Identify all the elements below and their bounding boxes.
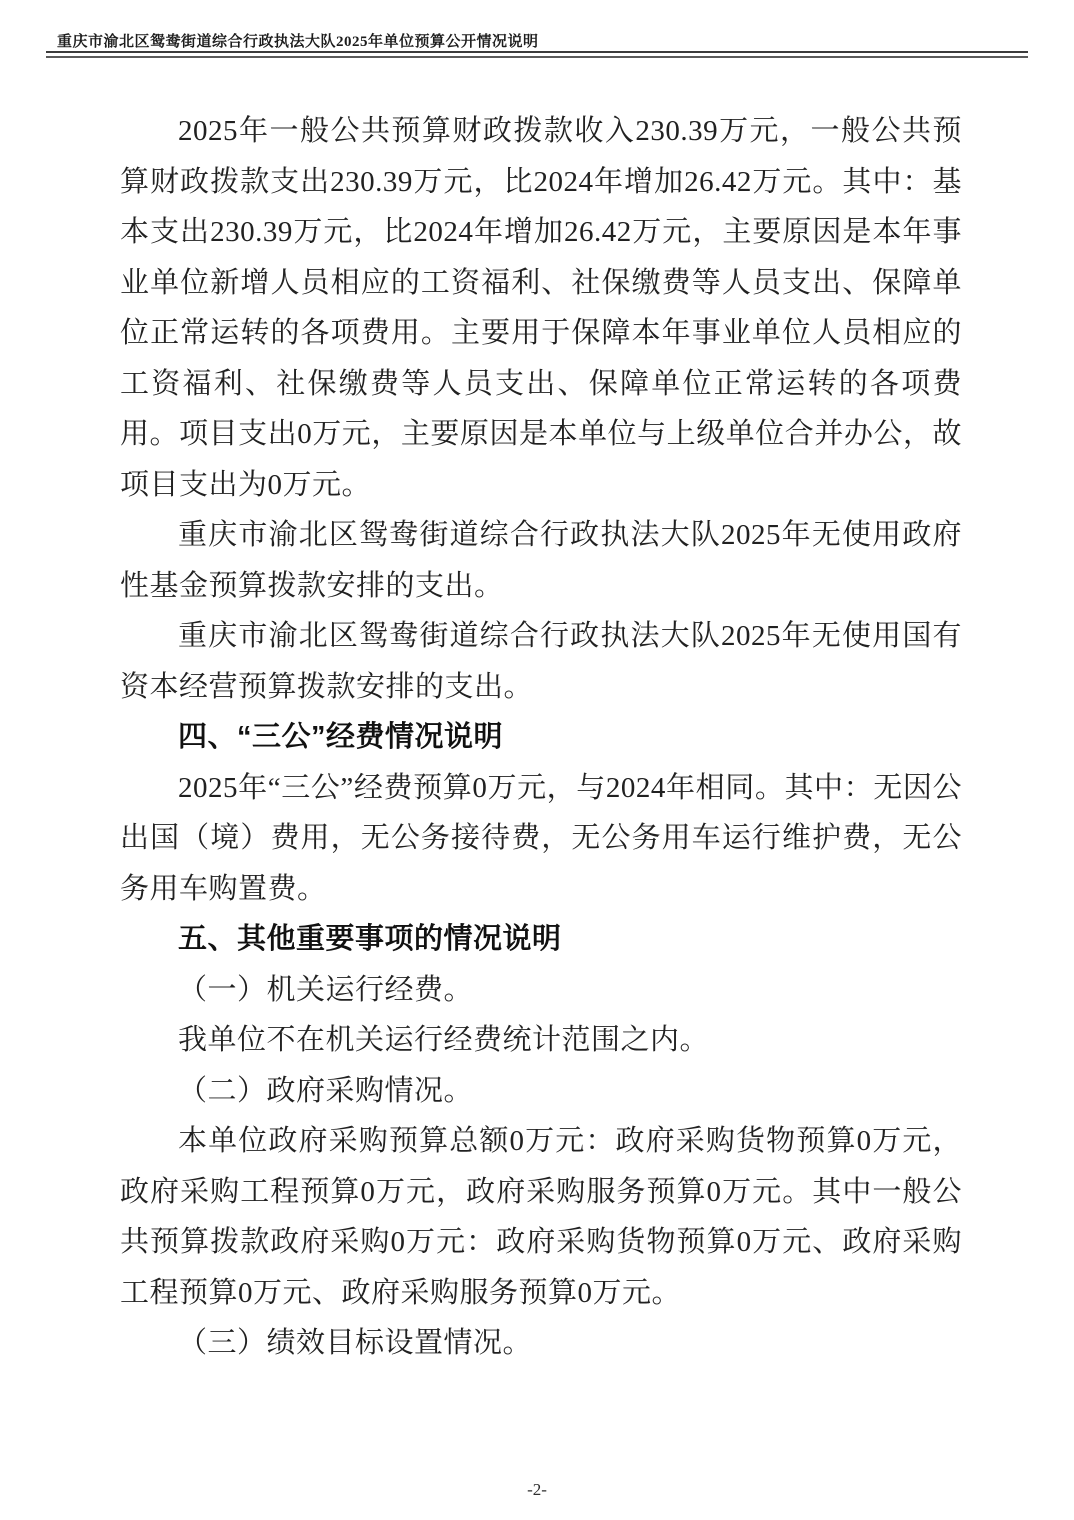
page-footer (0, 1480, 1074, 1500)
paragraph-agency-operating-funds: 我单位不在机关运行经费统计范围之内。 (178, 1024, 710, 1056)
header-title: 重庆市渝北区鸳鸯街道综合行政执法大队2025年单位预算公开情况说明 (57, 34, 539, 50)
page-header (57, 30, 1028, 51)
paragraph-three-public-expenses: 2025年“三公”经费预算0万元，与2024年相同。其中：无因公出国（境）费用，无公务接待费，无公务用车运行维护费，无公务用车购置费。 (120, 771, 962, 905)
subheading-performance-targets: （三）绩效目标设置情况。 (178, 1327, 533, 1359)
header-rule (46, 51, 1028, 58)
subheading-government-procurement: （二）政府采购情况。 (178, 1074, 474, 1107)
paragraph-budget-appropriation: 2025年一般公共预算财政拨款收入230.39万元，一般公共预算财政拨款支出230.39万元，比2024年增加26.42万元。其中：基本支出230.39万元，比2024年增加26.42万元，主要原因是本年事业单位新增人员相应的工资福利、社保缴费等人员支出、保障单位正常运转的各项费用。主要用于保障本年事业单位人员相应的工资福利、社保缴费等人员支出、保障单位正常运转的各项费用。项目支出0万元，主要原因是本单位与上级单位合并办公，故项目支出为0万元。 (120, 115, 962, 501)
paragraph-state-capital: 重庆市渝北区鸳鸯街道综合行政执法大队2025年无使用国有资本经营预算拨款安排的支出。 (120, 620, 962, 703)
section-heading-other-important-matters: 五、其他重要事项的情况说明 (178, 923, 562, 955)
paragraph-government-fund: 重庆市渝北区鸳鸯街道综合行政执法大队2025年无使用政府性基金预算拨款安排的支出。 (120, 519, 962, 602)
subheading-agency-operating-funds: （一）机关运行经费。 (178, 973, 474, 1006)
page-number: -2- (527, 1480, 547, 1499)
section-heading-three-public-expenses: 四、“三公”经费情况说明 (178, 721, 504, 753)
paragraph-government-procurement: 本单位政府采购预算总额0万元：政府采购货物预算0万元，政府采购工程预算0万元，政府采购服务预算0万元。其中一般公共预算拨款政府采购0万元：政府采购货物预算0万元、政府采购工程预算0万元、政府采购服务预算0万元。 (120, 1125, 962, 1309)
document-body (120, 106, 962, 1369)
